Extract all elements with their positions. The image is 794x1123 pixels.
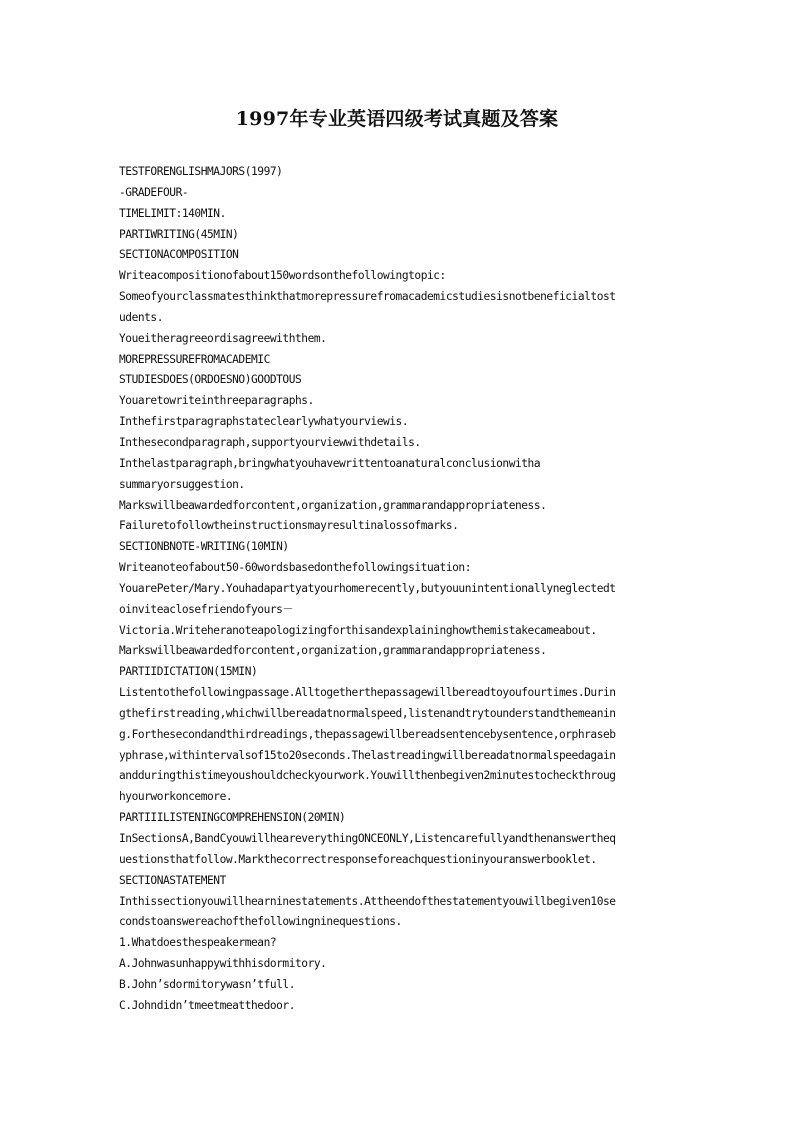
text-line: Victoria.Writeheranoteapologizingforthisandexplaininghowthemistakecameabout.	[119, 623, 597, 637]
text-line: yphrase,withintervalsof15to20seconds.Thelastreadingwillbereadatnormalspeedagain	[119, 748, 616, 762]
text-line: MOREPRESSUREFROMACADEMIC	[119, 352, 270, 366]
document-body	[119, 162, 677, 1017]
text-line: InSectionsA,BandCyouwillheareverythingONCEONLY,Listencarefullyandthenanswertheq	[119, 832, 616, 845]
text-line: A.Johnwasunhappywithhisdormitory.	[119, 957, 327, 971]
text-line: Writeacompositionofabout150wordsonthefollowingtopic:	[119, 269, 446, 283]
text-line: Writeanoteofabout50-60wordsbasedonthefollowingsituation:	[119, 561, 471, 575]
text-line: -GRADEFOUR-	[119, 185, 189, 199]
text-line: g.Forthesecondandthirdreadings,thepassagewillbereadsentencebysentence,orphraseb	[119, 727, 616, 741]
text-line: PARTIIDICTATION(15MIN)	[119, 665, 258, 679]
text-line: Someofyourclassmatesthinkthatmorepressurefromacademicstudiesisnotbeneficialtost	[119, 290, 616, 304]
text-line: YouarePeter/Mary.Youhadapartyatyourhomerecently,butyouunintentionallyneglectedt	[119, 581, 616, 595]
text-line: TESTFORENGLISHMAJORS(1997)	[119, 165, 283, 178]
text-line: hyourworkoncemore.	[119, 790, 233, 804]
text-line: udents.	[119, 310, 163, 324]
text-line: gthefirstreading,whichwillbereadatnormalspeed,listenandtrytounderstandthemeanin	[119, 706, 616, 720]
text-line: summaryorsuggestion.	[119, 477, 245, 491]
text-line: PARTIWRITING(45MIN)	[119, 227, 239, 241]
text-line: Markswillbeawardedforcontent,organization,grammarandappropriateness.	[119, 644, 547, 658]
text-line: Inthissectionyouwillhearninestatements.Attheendofthestatementyouwillbegiven10se	[119, 894, 616, 908]
text-line: PARTIIILISTENINGCOMPREHENSION(20MIN)	[119, 811, 346, 825]
text-line: Youaretowriteinthreeparagraphs.	[119, 394, 314, 408]
text-line: Inthefirstparagraphstateclearlywhatyourviewis.	[119, 415, 409, 429]
text-line: SECTIONBNOTE-WRITING(10MIN)	[119, 540, 289, 554]
text-line: SECTIONASTATEMENT	[119, 873, 226, 887]
text-line: Inthelastparagraph,bringwhatyouhavewrittentoanaturalconclusionwitha	[119, 456, 541, 470]
text-line: Youeitheragreeordisagreewiththem.	[119, 331, 327, 345]
text-line: C.Johndidn’tmeetmeatthedoor.	[119, 998, 295, 1012]
text-line: 1.Whatdoesthespeakermean?	[119, 936, 277, 950]
text-line: uestionsthatfollow.Markthecorrectresponseforeachquestioninyouranswerbooklet.	[119, 852, 597, 866]
text-line: Markswillbeawardedforcontent,organization,grammarandappropriateness.	[119, 498, 547, 512]
text-line: TIMELIMIT:140MIN.	[119, 206, 226, 220]
text-line: Listentothefollowingpassage.Alltogetherthepassagewillbereadtoyoufourtimes.Durin	[119, 686, 616, 700]
document-title: 1997年专业英语四级考试真题及答案	[235, 108, 559, 130]
text-line: oinviteaclosefriendofyours－	[119, 602, 294, 616]
text-line: SECTIONACOMPOSITION	[119, 248, 239, 262]
text-line: condstoanswereachofthefollowingninequestions.	[119, 915, 402, 929]
text-line: B.John’sdormitorywasn’tfull.	[119, 977, 295, 991]
text-line: Failuretofollowtheinstructionsmayresultinalossofmarks.	[119, 519, 459, 533]
text-line: Inthesecondparagraph,supportyourviewwithdetails.	[119, 435, 421, 449]
text-line: andduringthistimeyoushouldcheckyourwork.Youwillthenbegiven2minutestocheckthroug	[119, 769, 616, 783]
text-line: STUDIESDOES(ORDOESNO)GOODTOUS	[119, 373, 302, 387]
